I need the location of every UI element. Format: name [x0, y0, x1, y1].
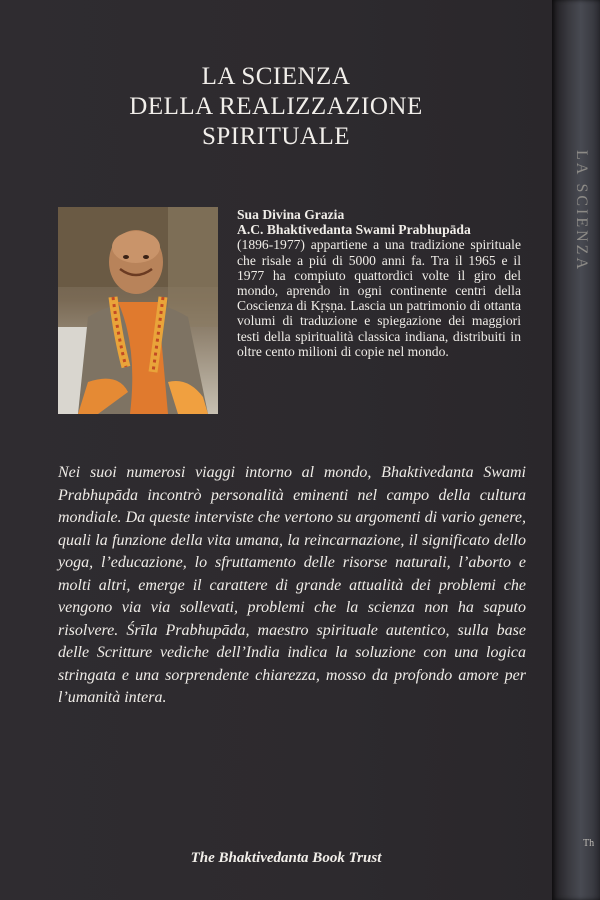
book-title: [0, 62, 552, 152]
title-line-1: LA SCIENZA: [201, 63, 351, 90]
author-honorific: Sua Divina Grazia: [237, 207, 345, 222]
author-name: A.C. Bhaktivedanta Swami Prabhupāda: [237, 222, 471, 238]
book-spine: [552, 0, 600, 900]
spine-publisher-fragment: Th: [583, 838, 595, 849]
author-bio-text: (1896-1977) appartiene a una tradizione spirituale che risale a piú di 5000 anni fa. Tra il 1965 e il 1977 ha compiuto quattordici volte il giro del mondo, aprendo in ogni continente centri della Coscienza di Kṛṣṇa. Lascia un patrimonio di ottanta volumi di traduzione e spiegazione dei maggiori testi della spiritualità classica indiana, distribuiti in oltre cento milioni di copie nel mondo.: [237, 237, 521, 359]
author-portrait-illustration: [58, 207, 218, 414]
title-line-2: DELLA REALIZZAZIONE: [129, 93, 423, 120]
author-bio: [237, 207, 521, 359]
publisher-name: The Bhaktivedanta Book Trust: [190, 850, 382, 866]
title-line-3: SPIRITUALE: [201, 123, 351, 150]
spine-title: LA SCIENZA: [573, 150, 590, 272]
author-photo: [58, 207, 218, 414]
book-description: Nei suoi numerosi viaggi intorno al mondo, Bhaktivedanta Swami Prabhupāda incontrò personalità eminenti nel campo della cultura mondiale. Da queste interviste che vertono su argomenti di vario genere, quali la funzione della vita umana, la reincarnazione, il significato dello yoga, l’educazione, lo sfruttamento delle risorse naturali, l’aborto e molti altri, emerge il carattere di grande attualità dei problemi che vengono via via sollevati, problemi che la scienza non ha saputo risolvere. Śrīla Prabhupāda, maestro spirituale autentico, sulla base delle Scritture vediche dell’India indica la soluzione con una logica stringata e una sorprendente chiarezza, mosso da profondo amore per l’umanità intera.: [58, 464, 526, 706]
